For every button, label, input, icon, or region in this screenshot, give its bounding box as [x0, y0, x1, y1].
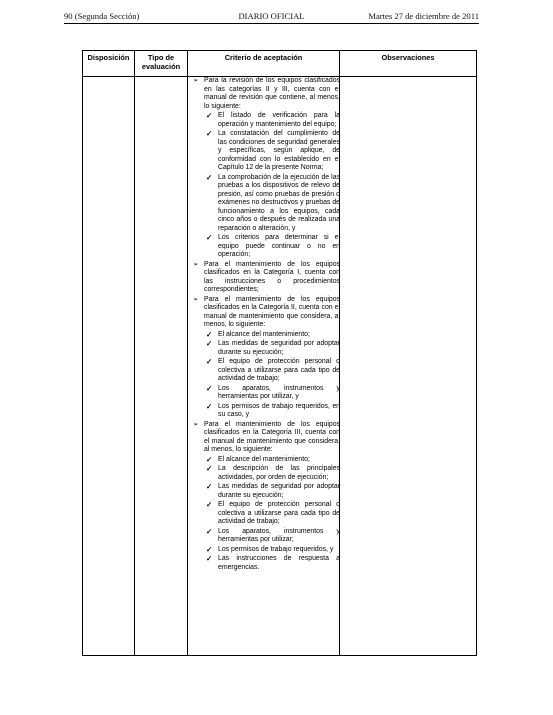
criteria-subitem: [190, 234, 340, 260]
column-divider: [134, 51, 135, 655]
criteria-subitem-text: El alcance del mantenimiento;: [218, 330, 310, 338]
checkmark-bullet-icon: ✓: [206, 357, 213, 366]
header-rule: [64, 23, 479, 24]
criteria-item-text: Para la revisión de los equipos clasificados en las categorías II y III, cuenta con el manual de revisión que contiene, al menos, lo siguiente:: [204, 77, 340, 110]
criteria-subitem: [190, 465, 340, 482]
criteria-subitem-text: La descripción de las principales actividades, por orden de ejecución;: [218, 465, 340, 481]
table-header-row: [83, 51, 476, 77]
checkmark-bullet-icon: ✓: [206, 339, 213, 348]
criteria-subitem-text: Las medidas de seguridad por adoptar durante su ejecución;: [218, 483, 340, 499]
arrow-bullet-icon: ➢: [193, 295, 199, 303]
checkmark-bullet-icon: ✓: [206, 401, 213, 411]
criteria-subitem: [190, 555, 340, 572]
checkmark-bullet-icon: ✓: [206, 526, 213, 536]
checkmark-bullet-icon: ✓: [206, 129, 213, 138]
criteria-subitem-text: Los criterios para determinar si el equipo puede continuar o no en operación;: [218, 234, 340, 258]
criteria-subitem: [190, 331, 340, 340]
column-header-criterio: Criterio de aceptación: [224, 53, 303, 62]
criteria-item: [190, 261, 340, 295]
criteria-subitem-text: El listado de verificación para la operación y mantenimiento del equipo;: [218, 112, 340, 128]
criteria-subitem-text: El equipo de protección personal o colectiva a utilizarse para cada tipo de actividad de trabajo;: [218, 501, 340, 525]
criteria-subitem-text: Los permisos de trabajo requeridos, y: [218, 545, 334, 553]
criteria-table: [82, 50, 477, 656]
criteria-item-text: Para el mantenimiento de los equipos clasificados en la Categoría III, cuenta con el manual de mantenimiento que considera, al menos, lo siguiente:: [204, 420, 340, 453]
checkmark-bullet-icon: ✓: [206, 454, 213, 464]
publication-date: Martes 27 de diciembre de 2011: [368, 11, 479, 21]
arrow-bullet-icon: ➢: [193, 420, 199, 428]
criteria-item-text: Para el mantenimiento de los equipos clasificados en la Categoría I, cuenta con las instrucciones o procedimientos correspondientes;: [204, 260, 340, 293]
criteria-subitem: [190, 130, 340, 173]
checkmark-bullet-icon: ✓: [206, 464, 213, 473]
checkmark-bullet-icon: ✓: [206, 233, 213, 242]
arrow-bullet-icon: ➢: [193, 260, 199, 268]
column-header-observaciones: Observaciones: [381, 53, 435, 62]
checkmark-bullet-icon: ✓: [206, 544, 213, 554]
column-header-tipo-evaluacion: Tipo de evaluación: [141, 53, 181, 71]
criteria-subitem-text: El equipo de protección personal o colectiva a utilizarse para cada tipo de actividad de trabajo;: [218, 358, 340, 382]
criteria-subitem-text: Los aparatos, instrumentos y herramientas por utilizar, y: [218, 384, 340, 400]
criteria-subitem: [190, 403, 340, 420]
criteria-subitem: [190, 501, 340, 527]
criteria-subitem: [190, 546, 340, 555]
criteria-subitem: [190, 112, 340, 129]
criteria-cell: [190, 77, 340, 573]
criteria-item: [190, 77, 340, 111]
page-number-section: 90 (Segunda Sección): [64, 11, 140, 21]
arrow-bullet-icon: ➢: [193, 77, 199, 84]
criteria-subitem-text: Las medidas de seguridad por adoptar durante su ejecución;: [218, 340, 340, 356]
checkmark-bullet-icon: ✓: [206, 482, 213, 491]
criteria-item: [190, 296, 340, 330]
column-divider: [187, 51, 188, 655]
criteria-subitem: [190, 528, 340, 545]
criteria-subitem-text: La comprobación de la ejecución de las pruebas a los dispositivos de relevo de presión, así como pruebas de presión o exámenes no destructivos y pruebas de funcionamiento a los equipos, cada cinco años o después de realizada una reparación o alteración, y: [218, 173, 340, 232]
criteria-subitem-text: Las instrucciones de respuesta a emergencias.: [218, 555, 340, 571]
criteria-subitem-text: La constatación del cumplimiento de las condiciones de seguridad generales y específicas, según aplique, de conformidad con lo establecido en el Capítulo 12 de la presente Norma;: [218, 130, 340, 171]
criteria-item-text: Para el mantenimiento de los equipos clasificados en la Categoría II, cuenta con el manual de mantenimiento que considera, al menos, lo siguiente:: [204, 295, 340, 328]
criteria-subitem: [190, 340, 340, 357]
criteria-subitem: [190, 385, 340, 402]
page-header: [64, 10, 479, 24]
column-header-disposicion: Disposición: [87, 53, 130, 62]
checkmark-bullet-icon: ✓: [206, 172, 213, 182]
checkmark-bullet-icon: ✓: [206, 554, 213, 563]
checkmark-bullet-icon: ✓: [206, 329, 213, 339]
criteria-subitem: [190, 358, 340, 384]
criteria-item: [190, 421, 340, 455]
criteria-subitem: [190, 483, 340, 500]
checkmark-bullet-icon: ✓: [206, 500, 213, 509]
criteria-subitem-text: Los permisos de trabajo requeridos, en su caso, y: [218, 402, 340, 418]
journal-title: DIARIO OFICIAL: [238, 11, 305, 21]
checkmark-bullet-icon: ✓: [206, 383, 213, 393]
criteria-subitem: [190, 174, 340, 234]
criteria-subitem-text: El alcance del mantenimiento;: [218, 455, 310, 463]
criteria-subitem: [190, 456, 340, 465]
checkmark-bullet-icon: ✓: [206, 111, 213, 120]
criteria-subitem-text: Los aparatos, instrumentos y herramientas por utilizar;: [218, 527, 340, 543]
